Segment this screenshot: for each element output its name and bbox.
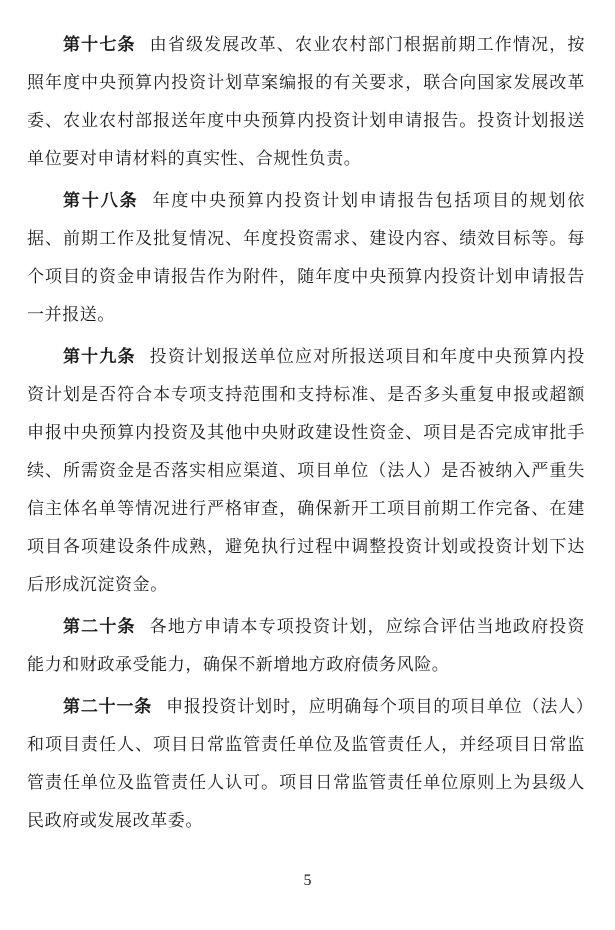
article-19 bbox=[27, 338, 585, 604]
article-20 bbox=[27, 608, 585, 684]
article-body: 年度中央预算内投资计划申请报告包括项目的规划依据、前期工作及批复情况、年度投资需求、建设内容、绩效目标等。每个项目的资金申请报告作为附件，随年度中央预算内投资计划申请报告一并报送。 bbox=[27, 191, 585, 325]
article-title: 第十七条 bbox=[63, 35, 136, 55]
document-body bbox=[27, 26, 585, 844]
article-body: 投资计划报送单位应对所报送项目和年度中央预算内投资计划是否符合本专项支持范围和支持标准、是否多头重复申报或超额申报中央预算内投资及其他中央财政建设性资金、项目是否完成审批手续、所需资金是否落实相应渠道、项目单位（法人）是否被纳入严重失信主体名单等情况进行严格审查，确保新开工项目前期工作完备、在建项目各项建设条件成熟，避免执行过程中调整投资计划或投资计划下达后形成沉淀资金。 bbox=[27, 347, 585, 595]
article-21 bbox=[27, 688, 585, 840]
article-18 bbox=[27, 182, 585, 334]
page-number: 5 bbox=[303, 872, 312, 889]
article-title: 第十八条 bbox=[63, 191, 139, 211]
article-body: 各地方申请本专项投资计划，应综合评估当地政府投资能力和财政承受能力，确保不新增地方政府债务风险。 bbox=[27, 617, 585, 675]
article-body: 由省级发展改革、农业农村部门根据前期工作情况，按照年度中央预算内投资计划草案编报的有关要求，联合向国家发展改革委、农业农村部报送年度中央预算内投资计划申请报告。投资计划报送单位要对申请材料的真实性、合规性负责。 bbox=[27, 35, 585, 169]
article-title: 第二十条 bbox=[63, 617, 136, 637]
article-title: 第十九条 bbox=[63, 347, 136, 367]
article-title: 第二十一条 bbox=[63, 697, 153, 717]
article-17 bbox=[27, 26, 585, 178]
article-body: 申报投资计划时，应明确每个项目的项目单位（法人）和项目责任人、项目日常监管责任单位及监管责任人，并经项目日常监管责任单位及监管责任人认可。项目日常监管责任单位原则上为县级人民政府或发展改革委。 bbox=[27, 697, 585, 831]
